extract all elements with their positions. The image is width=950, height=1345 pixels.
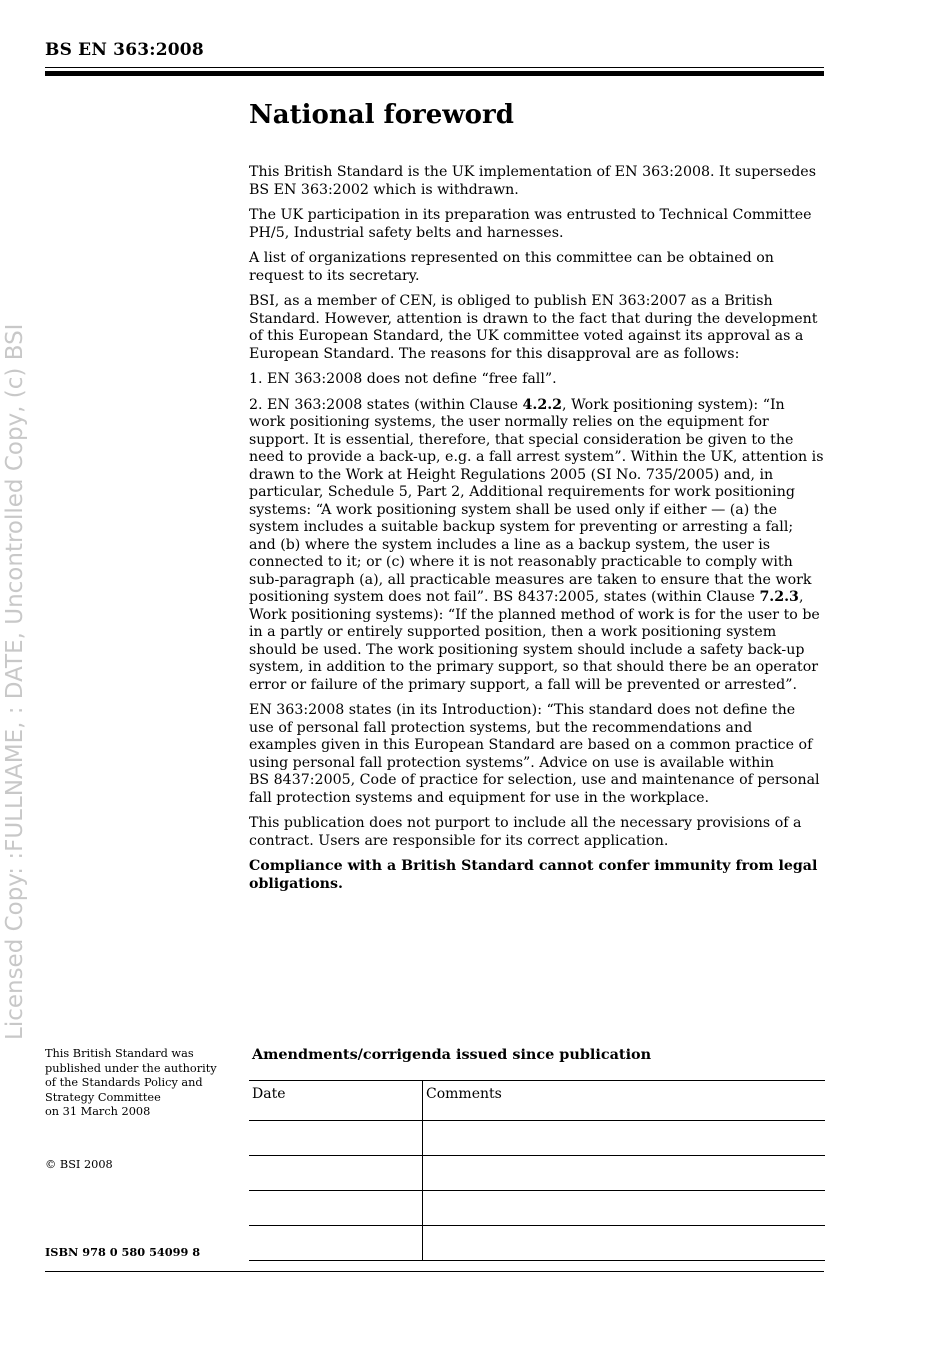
date-cell	[249, 1156, 423, 1191]
clause-ref-4-2-2: 4.2.2	[522, 396, 563, 413]
table-header-row	[249, 1081, 825, 1121]
date-cell	[249, 1226, 423, 1261]
paragraph-6-text-a: 2. EN 363:2008 states (within Clause	[249, 396, 523, 413]
amendments-title: Amendments/corrigenda issued since publication	[252, 1046, 652, 1063]
foreword-paragraph-6	[249, 397, 824, 695]
publication-note-line-3: of the Standards Policy and	[45, 1076, 203, 1089]
footer-rule	[45, 1271, 824, 1272]
paragraph-7-text-a: EN 363:2008 states (in its Introduction): “This standard does not define the use of personal fall protection systems, but the recommendations and examples given in this European Standard are based on a common practice of using personal fall protection systems”. Advice on use is available within	[249, 702, 813, 771]
copyright-notice: © BSI 2008	[45, 1158, 113, 1171]
header-rule-thin	[45, 67, 824, 68]
publication-note	[45, 1047, 230, 1120]
clause-ref-7-2-3: 7.2.3	[759, 589, 799, 605]
table-row	[249, 1121, 825, 1156]
comments-cell	[423, 1156, 826, 1191]
foreword-paragraph-3: A list of organizations represented on this committee can be obtained on request to its secretary.	[249, 250, 774, 284]
foreword-body	[249, 164, 824, 901]
comments-cell	[423, 1121, 826, 1156]
foreword-paragraph-7	[249, 702, 824, 807]
table-row	[249, 1156, 825, 1191]
foreword-paragraph-2: The UK participation in its preparation was entrusted to Technical Committee PH/5, Industrial safety belts and harnesses.	[249, 207, 812, 241]
isbn: ISBN 978 0 580 54099 8	[45, 1245, 201, 1259]
date-cell	[249, 1121, 423, 1156]
page-title: National foreword	[249, 100, 514, 130]
paragraph-7-text-b: BS 8437:2005, Code of practice for selection, use and maintenance of personal fall protection systems and equipment for use in the workplace.	[249, 772, 820, 806]
document-id: BS EN 363:2008	[45, 40, 204, 60]
foreword-paragraph-4: BSI, as a member of CEN, is obliged to publish EN 363:2007 as a British Standard. However, attention is drawn to the fact that during the development of this European Standard, the UK committee voted against its approval as a European Standard. The reasons for this disapproval are as follows:	[249, 293, 818, 362]
publication-note-line-2: published under the authority	[45, 1061, 217, 1075]
header-rule-thick	[45, 71, 824, 76]
compliance-notice: Compliance with a British Standard cannot confer immunity from legal obligations.	[249, 858, 818, 892]
foreword-paragraph-5: 1. EN 363:2008 does not define “free fall”.	[249, 371, 557, 387]
table-row	[249, 1226, 825, 1261]
paragraph-6-text-e: , Work positioning systems): “If the planned method of work is for the user to be in a partly or entirely supported position, then a work positioning system should be used. The work positioning system should include a safety back-up system, in addition to the primary support, so that should there be an operator error or failure of the primary support, a fall will be prevented or arrested”.	[249, 589, 820, 693]
paragraph-6-text-c: , Work positioning system): “In work positioning systems, the user normally relies on the equipment for support. It is essential, therefore, that special consideration be given to the need to provide a back-up, e.g. a fall arrest system”. Within the UK, attention is drawn to the Work at Height Regulations 2005 (SI No. 735/2005) and, in particular, Schedule 5, Part 2, Additional requirements for work positioning systems: “A work positioning system shall be used only if either — (a) the system includes a suitable backup system for preventing or arresting a fall; and (b) where the system includes a line as a backup system, the user is connected to it; or (c) where it is not reasonably practicable to comply with sub-paragraph (a), all practicable measures are taken to ensure that the work positioning system does not fail”. BS 8437:2005, states (within Clause	[249, 396, 824, 605]
publication-note-line-5: on 31 March 2008	[45, 1105, 151, 1118]
column-header-comments: Comments	[423, 1081, 826, 1121]
publication-note-line-1: This British Standard was	[45, 1047, 194, 1060]
license-watermark: Licensed Copy: :FULLNAME, : DATE, Uncontrolled Copy, (c) BSI	[2, 323, 28, 1040]
table-row	[249, 1191, 825, 1226]
foreword-paragraph-1: This British Standard is the UK implementation of EN 363:2008. It supersedes BS EN 363:2002 which is withdrawn.	[249, 164, 816, 198]
foreword-paragraph-8: This publication does not purport to include all the necessary provisions of a contract. Users are responsible for its correct application.	[249, 815, 802, 849]
publication-note-line-4: Strategy Committee	[45, 1090, 161, 1104]
comments-cell	[423, 1191, 826, 1226]
amendments-table	[249, 1080, 825, 1261]
date-cell	[249, 1191, 423, 1226]
column-header-date: Date	[249, 1081, 423, 1121]
comments-cell	[423, 1226, 826, 1261]
